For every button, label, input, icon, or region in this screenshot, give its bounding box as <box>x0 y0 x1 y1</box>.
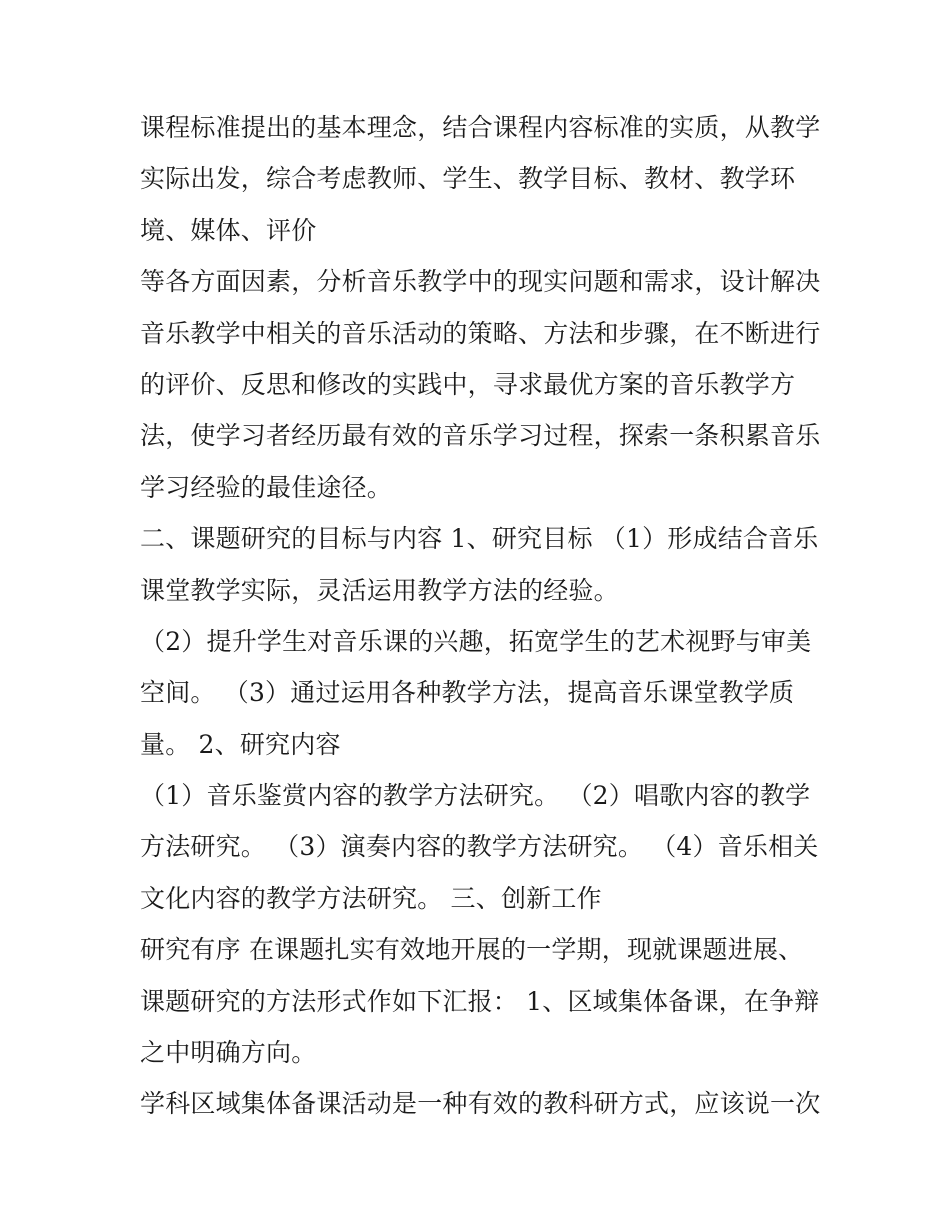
text-line: 研究有序 在课题扎实有效地开展的一学期，现就课题进展、 <box>140 935 804 965</box>
text-line: 课堂教学实际，灵活运用教学方法的经验。 <box>140 575 619 605</box>
section-heading-line: 文化内容的教学方法研究。 三、创新工作 <box>140 883 602 913</box>
section-heading-line: 二、课题研究的目标与内容 1、研究目标 （1）形成结合音乐 <box>140 524 819 554</box>
text-line: 实际出发，综合考虑教师、学生、教学目标、教材、教学环 <box>140 164 796 194</box>
text-line: 等各方面因素，分析音乐教学中的现实问题和需求，设计解决 <box>140 267 821 297</box>
text-line: 音乐教学中相关的音乐活动的策略、方法和步骤，在不断进行 <box>140 318 821 348</box>
text-line: （2）提升学生对音乐课的兴趣，拓宽学生的艺术视野与审美 <box>140 626 812 656</box>
text-line: 课程标准提出的基本理念，结合课程内容标准的实质，从教学 <box>140 113 821 142</box>
text-line: 法，使学习者经历最有效的音乐学习过程，探索一条积累音乐 <box>140 421 821 451</box>
text-line: 之中明确方向。 <box>140 1038 317 1068</box>
text-line: 的评价、反思和修改的实践中，寻求最优方案的音乐教学方 <box>140 369 796 399</box>
document-body <box>140 102 830 1130</box>
text-line: 量。 2、研究内容 <box>140 729 341 759</box>
text-line: 课题研究的方法形式作如下汇报： 1、区域集体备课，在争辩 <box>140 986 820 1016</box>
text-line: 学习经验的最佳途径。 <box>140 472 393 502</box>
text-line: （1）音乐鉴赏内容的教学方法研究。 （2）唱歌内容的教学 <box>140 781 811 811</box>
text-line: 境、媒体、评价 <box>140 215 317 245</box>
text-line: 方法研究。 （3）演奏内容的教学方法研究。 （4）音乐相关 <box>140 832 819 862</box>
text-line: 学科区域集体备课活动是一种有效的教科研方式，应该说一次 <box>140 1089 821 1119</box>
text-line: 空间。 （3）通过运用各种教学方法，提高音乐课堂教学质 <box>140 678 795 708</box>
